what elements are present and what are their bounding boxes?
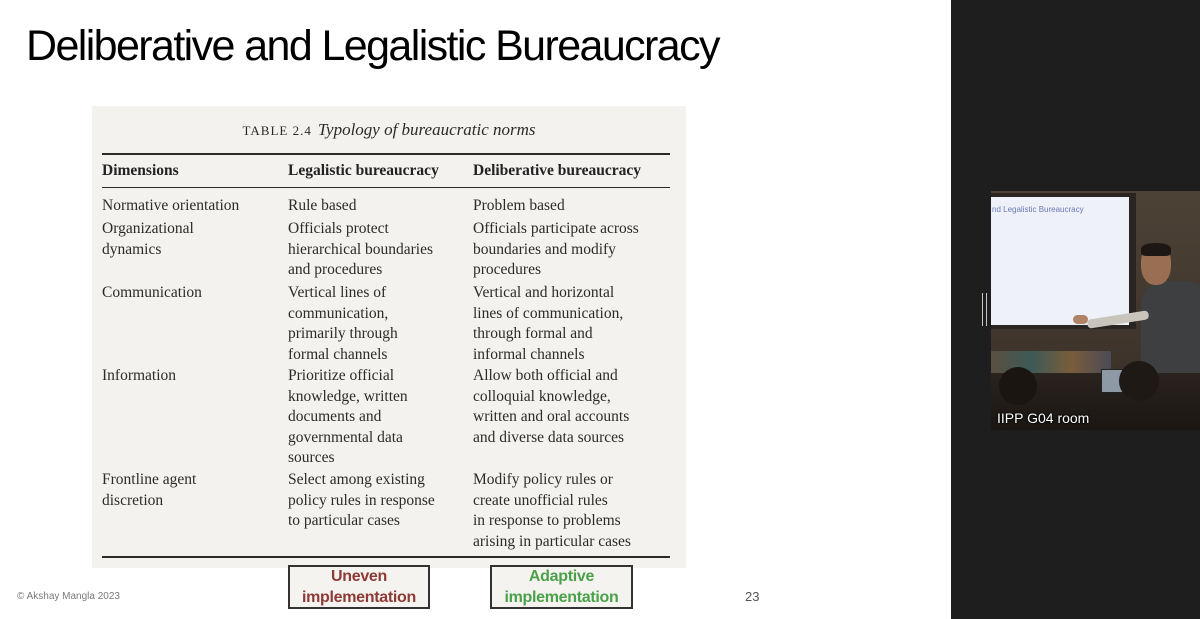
projector-screen-text: nd Legalistic Bureaucracy bbox=[992, 205, 1084, 214]
slide-page-number: 23 bbox=[745, 589, 760, 604]
table-caption bbox=[92, 120, 686, 140]
column-header-dimensions: Dimensions bbox=[102, 162, 179, 179]
row-discretion-deliberative: Modify policy rules or create unofficial rules in response to problems arising in particular cases bbox=[473, 471, 631, 550]
slide-title: Deliberative and Legalistic Bureaucracy bbox=[26, 22, 719, 70]
projector-screen bbox=[991, 197, 1129, 325]
column-header-legalistic: Legalistic bureaucracy bbox=[288, 162, 439, 179]
panel-resize-handle[interactable] bbox=[982, 293, 987, 326]
uneven-implementation-box bbox=[288, 565, 430, 609]
row-organizational-deliberative: Officials participate across boundaries and modify procedures bbox=[473, 220, 639, 278]
row-normative-legalistic: Rule based bbox=[288, 197, 357, 214]
row-organizational-dimension: Organizational dynamics bbox=[102, 220, 194, 258]
audience-head bbox=[999, 367, 1037, 405]
row-information-legalistic: Prioritize official knowledge, written documents and governmental data sources bbox=[288, 367, 408, 466]
row-normative-deliberative: Problem based bbox=[473, 197, 565, 214]
row-organizational-legalistic: Officials protect hierarchical boundaries and procedures bbox=[288, 220, 434, 278]
table-number: TABLE 2.4 bbox=[242, 123, 312, 138]
table-bottom-rule bbox=[102, 556, 670, 558]
uneven-implementation-label: Uneven implementation bbox=[301, 568, 417, 606]
presenter-hair bbox=[1141, 243, 1171, 256]
room-video-feed[interactable] bbox=[991, 191, 1200, 430]
room-label: IIPP G04 room bbox=[997, 410, 1090, 426]
scanned-table-image bbox=[92, 106, 686, 568]
adaptive-implementation-box bbox=[490, 565, 633, 609]
row-normative-dimension: Normative orientation bbox=[102, 197, 240, 214]
row-information-dimension: Information bbox=[102, 367, 177, 384]
row-discretion-legalistic: Select among existing policy rules in response to particular cases bbox=[288, 471, 435, 529]
copyright-notice: © Akshay Mangla 2023 bbox=[17, 591, 120, 602]
adaptive-implementation-label: Adaptive implementation bbox=[504, 568, 619, 606]
row-communication-dimension: Communication bbox=[102, 284, 202, 301]
table-caption-text: Typology of bureaucratic norms bbox=[317, 120, 536, 139]
row-communication-legalistic: Vertical lines of communication, primarily through formal channels bbox=[288, 284, 398, 363]
table-top-rule bbox=[102, 153, 670, 155]
audience-head bbox=[1119, 361, 1159, 401]
column-header-deliberative: Deliberative bureaucracy bbox=[473, 162, 642, 179]
row-discretion-dimension: Frontline agent discretion bbox=[102, 471, 197, 509]
presenter-hand bbox=[1073, 315, 1088, 324]
table-header-rule bbox=[102, 187, 670, 188]
row-communication-deliberative: Vertical and horizontal lines of communication, through formal and informal channels bbox=[473, 284, 624, 363]
row-information-deliberative: Allow both official and colloquial knowledge, written and oral accounts and diverse data sources bbox=[473, 367, 630, 446]
